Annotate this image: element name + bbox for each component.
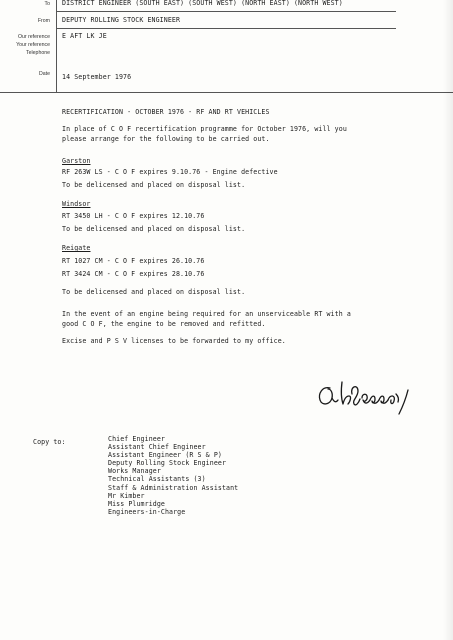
action-line: To be delicensed and placed on disposal list. [62,288,246,296]
list-item: Engineers-in-Charge [108,507,186,516]
vehicle-line: RT 3450 LH - C O F expires 12.10.76 [62,212,205,220]
engine-line-1: In the event of an engine being required for an unserviceable RT with a [62,310,351,318]
to-rule [56,11,396,12]
excise-line: Excise and P S V licenses to be forwarded to my office. [62,337,286,345]
list-item: Works Manager [108,467,161,476]
list-item: Assistant Engineer (R S & P) [108,451,222,460]
your-reference-label: Your reference [16,42,50,48]
garage-heading-windsor: Windsor [62,200,91,208]
garage-heading-reigate: Reigate [62,244,91,252]
garage-heading-garston: Garston [62,157,91,165]
from-rule [56,28,396,29]
subject-line: RECERTIFICATION - OCTOBER 1976 - RF AND RT VEHICLES [62,108,270,116]
list-item: Miss Plumridge [108,499,165,508]
vehicle-line: RT 1027 CM - C O F expires 26.10.76 [62,257,205,265]
header-divider [56,0,57,92]
action-line: To be delicensed and placed on disposal list. [62,225,246,233]
to-label: To [44,1,50,7]
header-bottom-rule [0,92,453,93]
our-reference-value: E AFT LK JE [62,32,107,40]
signature-image [312,374,424,418]
list-item: Chief Engineer [108,435,165,443]
copy-recipient-list [108,435,238,516]
from-label: From [37,18,50,24]
list-item: Technical Assistants (3) [108,475,206,484]
list-item: Staff & Administration Assistant [108,483,239,492]
telephone-label: Telephone [26,50,50,56]
intro-line-2: please arrange for the following to be carried out. [62,135,270,143]
copy-to-label: Copy to: [33,438,66,446]
list-item: Mr Kimber [108,491,145,500]
date-value: 14 September 1976 [62,73,132,81]
from-value: DEPUTY ROLLING STOCK ENGINEER [62,16,181,24]
our-reference-label: Our reference [17,34,50,40]
vehicle-line: RT 3424 CM - C O F expires 28.10.76 [62,270,205,278]
scan-edge-shadow [443,0,453,640]
engine-line-2: good C O F, the engine to be removed and refitted. [62,320,266,328]
to-value: DISTRICT ENGINEER (SOUTH EAST) (SOUTH WEST) (NORTH EAST) (NORTH WEST) [62,0,343,7]
intro-line-1: In place of C O F recertification programme for October 1976, will you [62,125,347,133]
list-item: Deputy Rolling Stock Engineer [108,459,227,468]
action-line: To be delicensed and placed on disposal list. [62,181,246,189]
list-item: Assistant Chief Engineer [108,443,206,452]
date-label: Date [39,71,50,77]
vehicle-line: RF 263W LS - C O F expires 9.10.76 - Engine defective [62,168,278,176]
